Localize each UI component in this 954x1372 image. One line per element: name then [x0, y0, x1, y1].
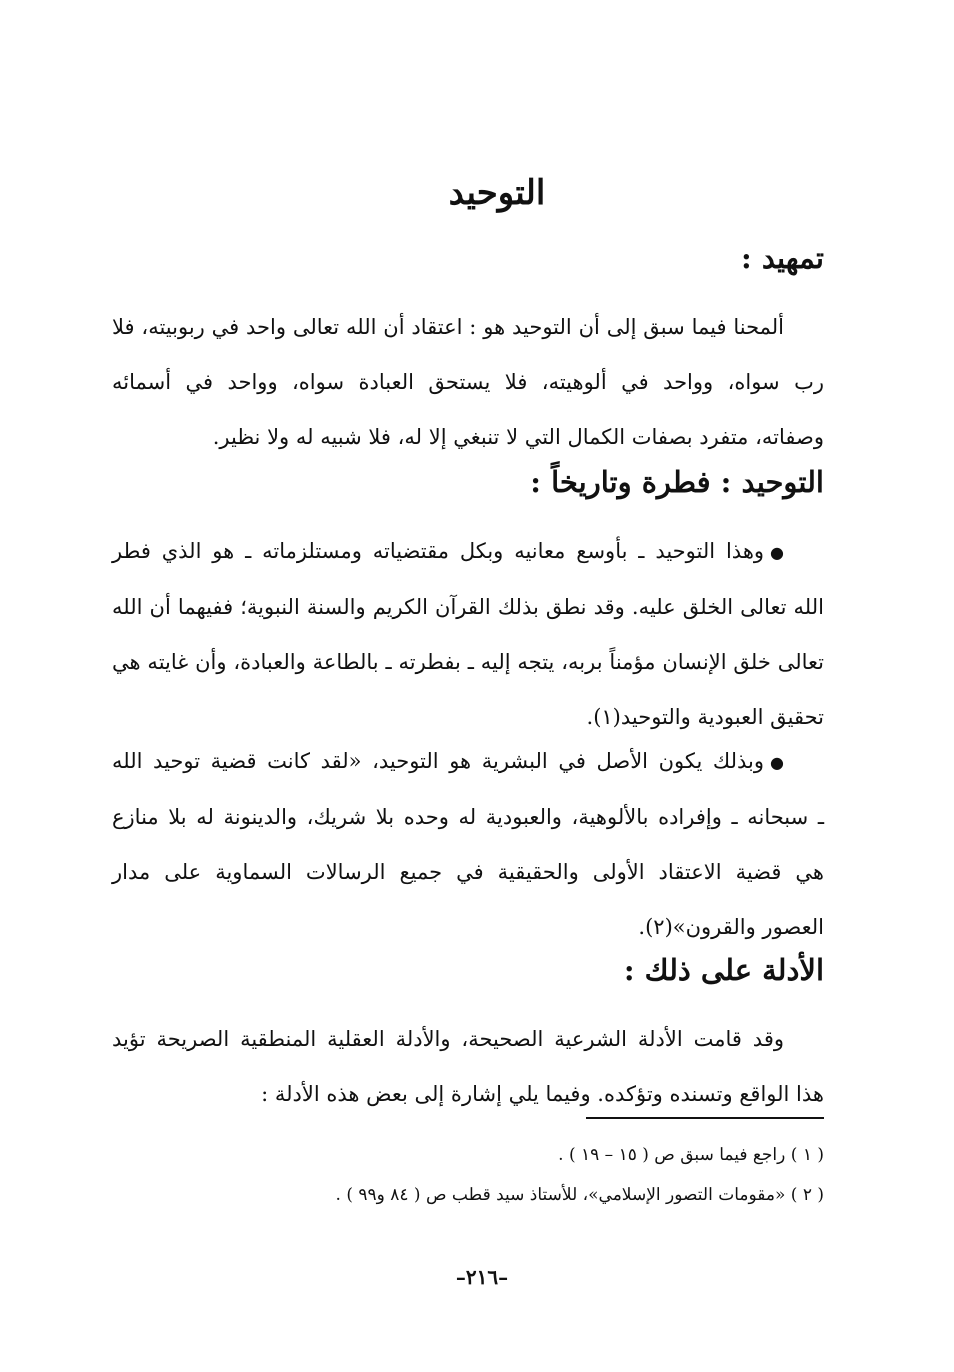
evidence-line-2: هذا الواقع وتسنده وتؤكده. وفيما يلي إشارة إلى بعض هذه الأدلة : — [261, 1082, 824, 1106]
page-title: التوحيد — [448, 173, 546, 213]
evidence-line-1: وقد قامت الأدلة الشرعية الصحيحة، والأدلة العقلية المنطقية الصريحة تؤيد — [112, 1027, 784, 1051]
evidence-paragraph — [112, 1012, 824, 1122]
bullet-paragraph-1 — [112, 524, 824, 745]
bullet-icon: ● — [770, 753, 784, 772]
intro-line-1: ألمحنا فيما سبق إلى أن التوحيد هو : اعتقاد أن الله تعالى واحد في ربوبيته، فلا — [112, 315, 784, 339]
intro-line-2: رب سواه، وواحد في ألوهيته، فلا يستحق العبادة سواه، وواحد في أسمائه — [112, 370, 824, 394]
bullet1-line-4: تحقيق العبودية والتوحيد(١). — [586, 705, 824, 729]
intro-line-3: وصفاته، متفرد بصفات الكمال التي لا تنبغي إلا له، فلا شبيه له ولا نظير. — [212, 425, 824, 449]
bullet2-line-1 — [112, 734, 824, 790]
footnote-divider — [586, 1117, 824, 1119]
intro-heading: تمهيد : — [741, 241, 824, 275]
bullet1-line-3: تعالى خلق الإنسان مؤمناً بربه، يتجه إليه ـ بفطرته ـ بالطاعة والعبادة، وأن غايته هي — [112, 650, 824, 674]
bullet-icon: ● — [770, 543, 784, 562]
footnote-1: ( ١ ) راجع فيما سبق ص ( ١٥ – ١٩ ) . — [558, 1145, 824, 1165]
bullet1-line-1-text: وهذا التوحيد ـ بأوسع معانيه وبكل مقتضياته ومستلزماته ـ هو الذي فطر — [112, 539, 765, 563]
evidence-heading: الأدلة على ذلك : — [623, 953, 824, 987]
bullet2-line-2: ـ سبحانه ـ وإفراده بالألوهية، والعبودية له وحده بلا شريك، والدينونة له بلا منازع — [112, 805, 824, 829]
footnote-2: ( ٢ ) «مقومات التصور الإسلامي»، للأستاذ سيد قطب ص ( ٨٤ و٩٩ ) . — [335, 1185, 824, 1205]
bullet1-line-2: الله تعالى الخلق عليه. وقد نطق بذلك القرآن الكريم والسنة النبوية؛ ففيهما أن الله — [112, 595, 824, 619]
bullet2-line-4: العصور والقرون»(٢). — [638, 915, 824, 939]
page-number: –٢١٦– — [455, 1265, 509, 1289]
bullet1-line-1 — [112, 524, 824, 580]
bullet-paragraph-2 — [112, 734, 824, 955]
bullet2-line-1-text: وبذلك يكون الأصل في البشرية هو التوحيد، «لقد كانت قضية توحيد الله — [112, 749, 765, 773]
fitra-heading: التوحيد : فطرة وتاريخاً : — [530, 465, 824, 499]
intro-paragraph — [112, 300, 824, 465]
bullet2-line-3: هي قضية الاعتقاد الأولى والحقيقية في جميع الرسالات السماوية على مدار — [112, 860, 824, 884]
